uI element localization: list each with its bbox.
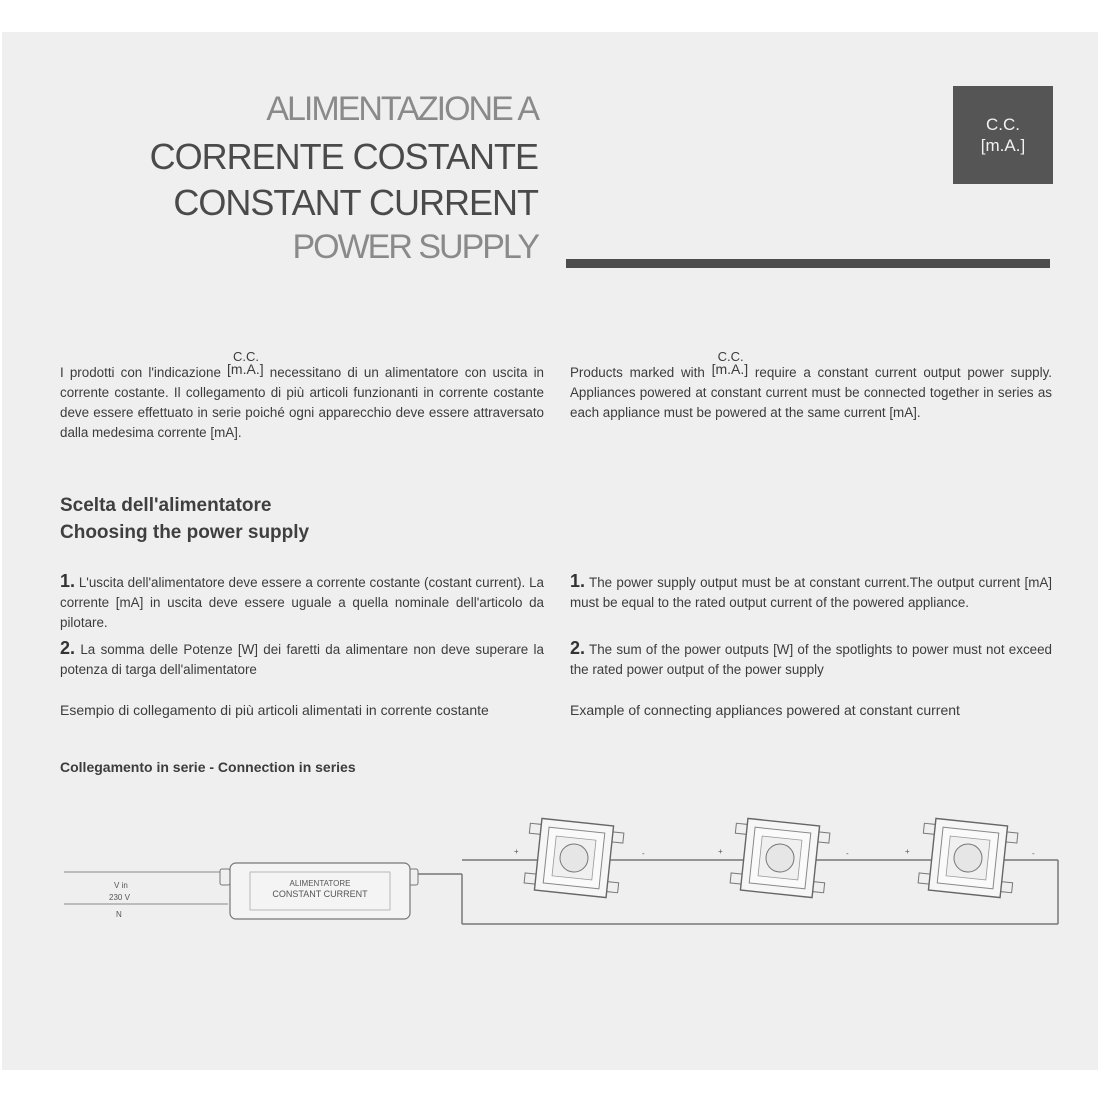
voltage-label: 230 V <box>109 893 130 902</box>
step-text: L'uscita dell'alimentatore deve essere a corrente costante (costant current). La corrente [mA] in uscita deve essere uguale a quella nominale dell'articolo da pilotare. <box>60 575 544 630</box>
step-number: 2. <box>570 638 586 658</box>
cc-mark <box>227 349 264 383</box>
cc-badge <box>953 86 1053 184</box>
section-heading-italian: Scelta dell'alimentatore <box>60 495 272 516</box>
minus-sign: - <box>846 849 849 858</box>
neutral-label: N <box>116 910 122 919</box>
cc-mark-bottom: [m.A.] <box>711 361 749 377</box>
step-number: 1. <box>60 571 76 591</box>
plus-sign: + <box>905 847 910 856</box>
example-caption-english: Example of connecting appliances powered at constant current <box>570 702 960 718</box>
psu-label-1: ALIMENTATORE <box>289 879 351 888</box>
section-heading-english: Choosing the power supply <box>60 522 310 543</box>
example-caption-italian: Esempio di collegamento di più articoli alimentati in corrente costante <box>60 702 489 718</box>
step-number: 2. <box>60 638 76 658</box>
step-2-english <box>570 638 1052 680</box>
step-1-italian <box>60 571 544 633</box>
spotlight-1 <box>523 817 624 898</box>
intro-italian <box>60 349 544 443</box>
cc-mark-bottom: [m.A.] <box>227 361 264 377</box>
plus-sign: + <box>514 847 519 856</box>
step-1-english <box>570 571 1052 613</box>
psu-label-2: CONSTANT CURRENT <box>272 889 368 899</box>
connection-label: Collegamento in serie - Connection in series <box>60 759 356 775</box>
spotlight-3 <box>917 817 1018 898</box>
step-text: La somma delle Potenze [W] dei faretti da alimentare non deve superare la potenza di targa dell'alimentatore <box>60 642 544 677</box>
power-supply-box <box>220 863 418 919</box>
series-connection-diagram <box>2 802 1098 972</box>
plus-sign: + <box>718 847 723 856</box>
title-rule <box>566 259 1050 268</box>
document-page <box>2 32 1098 1070</box>
spotlight-2 <box>729 817 830 898</box>
title-line-3: CONSTANT CURRENT <box>173 182 538 223</box>
step-number: 1. <box>570 571 586 591</box>
step-text: The power supply output must be at constant current.The output current [mA] must be equal to the rated output current of the powered appliance. <box>570 575 1052 610</box>
vin-label: V in <box>114 881 128 890</box>
title-line-2: CORRENTE COSTANTE <box>149 136 538 177</box>
cc-mark <box>711 349 749 383</box>
intro-en-after: require a constant current output power supply. Appliances powered at constant current must be connected together in series as each appliance must be powered at the same current [mA]. <box>570 365 1053 420</box>
intro-english <box>570 349 1053 423</box>
cc-mark-top: C.C. <box>233 349 260 364</box>
intro-it-after: necessitano di un alimentatore con uscita in corrente costante. Il collegamento di più articoli funzionanti in corrente costante deve essere effettuato in serie poiché ogni apparecchio deve essere attraversato dalla medesima corrente [mA]. <box>60 365 544 440</box>
minus-sign: - <box>642 849 645 858</box>
intro-en-before: Products marked with <box>570 365 705 380</box>
badge-line-1: C.C. <box>986 115 1020 134</box>
intro-it-before: I prodotti con l'indicazione <box>60 365 221 380</box>
step-text: The sum of the power outputs [W] of the spotlights to power must not exceed the rated power output of the power supply <box>570 642 1052 677</box>
title-line-1: ALIMENTAZIONE A <box>266 90 538 128</box>
badge-line-2: [m.A.] <box>980 136 1026 155</box>
minus-sign: - <box>1032 849 1035 858</box>
title-line-4: POWER SUPPLY <box>292 228 538 266</box>
step-2-italian <box>60 638 544 680</box>
cc-mark-top: C.C. <box>717 349 744 364</box>
